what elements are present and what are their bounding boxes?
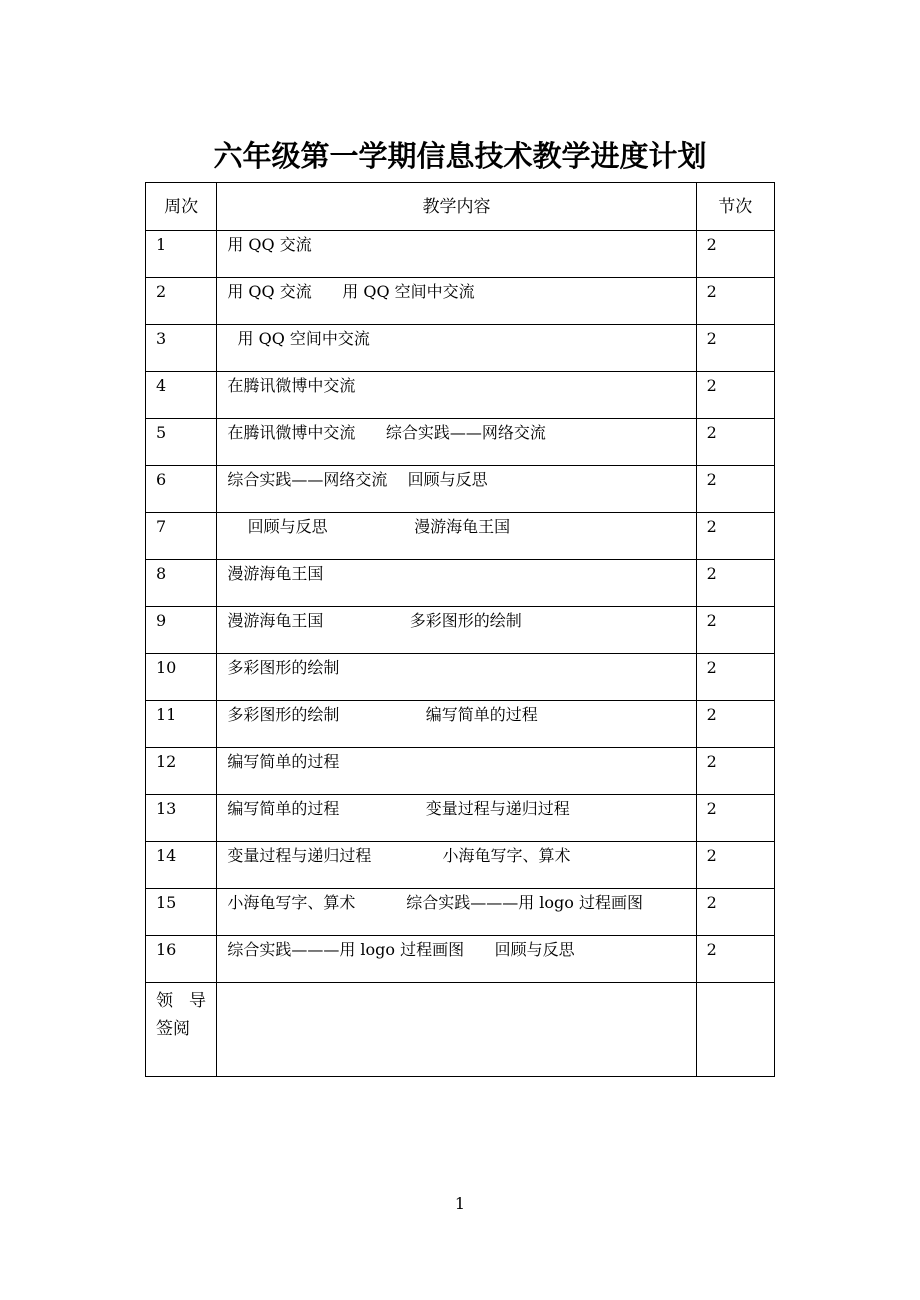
hours-cell (696, 842, 774, 889)
table-row (146, 466, 775, 513)
content-cell (217, 936, 696, 983)
header-content (217, 183, 696, 231)
hours-cell (696, 889, 774, 936)
week-cell (146, 325, 217, 372)
week-cell (146, 795, 217, 842)
hours-cell-text: 2 (706, 517, 717, 536)
content-cell-text: 用 QQ 交流 (227, 235, 312, 254)
hours-cell (696, 701, 774, 748)
hours-cell (696, 419, 774, 466)
hours-cell-text: 2 (706, 611, 717, 630)
table-row (146, 513, 775, 560)
schedule-table (145, 182, 775, 1077)
hours-cell (696, 325, 774, 372)
content-cell (217, 889, 696, 936)
table-row (146, 607, 775, 654)
hours-cell-text: 2 (706, 470, 717, 489)
hours-cell (696, 372, 774, 419)
hours-cell-text: 2 (706, 940, 717, 959)
hours-cell (696, 654, 774, 701)
hours-cell-text: 2 (706, 376, 717, 395)
hours-cell (696, 748, 774, 795)
hours-cell (696, 607, 774, 654)
hours-cell-text: 2 (706, 423, 717, 442)
table-row (146, 889, 775, 936)
week-cell (146, 936, 217, 983)
week-cell (146, 466, 217, 513)
hours-cell-text: 2 (706, 846, 717, 865)
hours-cell (696, 278, 774, 325)
content-cell-text: 在腾讯微博中交流 综合实践——网络交流 (227, 423, 546, 442)
week-cell-text: 14 (156, 846, 177, 865)
hours-cell (696, 231, 774, 278)
content-cell-text: 多彩图形的绘制 编写简单的过程 (227, 705, 538, 724)
content-cell-text: 变量过程与递归过程 小海龟写字、算术 (227, 846, 571, 865)
week-cell-text: 13 (156, 799, 177, 818)
week-cell-text: 15 (156, 893, 177, 912)
table-row (146, 231, 775, 278)
week-cell (146, 419, 217, 466)
week-cell-text: 12 (156, 752, 177, 771)
hours-cell-text: 2 (706, 705, 717, 724)
content-cell (217, 231, 696, 278)
signature-row (146, 983, 775, 1077)
week-cell (146, 513, 217, 560)
content-cell (217, 701, 696, 748)
week-cell-text: 5 (156, 423, 167, 442)
table-row (146, 325, 775, 372)
week-cell-text: 3 (156, 329, 167, 348)
week-cell-text: 1 (156, 235, 167, 254)
content-cell-text: 在腾讯微博中交流 (227, 376, 356, 395)
week-cell-text: 8 (156, 564, 167, 583)
content-cell-text: 回顾与反思 漫游海龟王国 (227, 517, 511, 536)
content-cell (217, 325, 696, 372)
table-row (146, 842, 775, 889)
table-row (146, 748, 775, 795)
signature-label-line2: 签阅 (156, 1019, 190, 1039)
week-cell (146, 607, 217, 654)
week-cell (146, 372, 217, 419)
week-cell-text: 6 (156, 470, 167, 489)
content-cell-text: 多彩图形的绘制 (227, 658, 340, 677)
hours-cell-text: 2 (706, 329, 717, 348)
signature-hours-cell (696, 983, 774, 1077)
table-row (146, 654, 775, 701)
week-cell (146, 278, 217, 325)
header-hours-label: 节次 (718, 196, 753, 217)
signature-content-cell (217, 983, 696, 1077)
header-week-label: 周次 (164, 196, 199, 217)
header-week (146, 183, 217, 231)
signature-label (146, 983, 206, 1043)
table-header-row (146, 183, 775, 231)
week-cell-text: 16 (156, 940, 177, 959)
week-cell (146, 231, 217, 278)
content-cell-text: 综合实践———用 logo 过程画图 回顾与反思 (227, 940, 575, 959)
hours-cell-text: 2 (706, 658, 717, 677)
content-cell (217, 795, 696, 842)
hours-cell (696, 795, 774, 842)
content-cell-text: 用 QQ 空间中交流 (227, 329, 370, 348)
hours-cell-text: 2 (706, 893, 717, 912)
table-row (146, 560, 775, 607)
page-title: 六年级第一学期信息技术教学进度计划 (213, 139, 707, 173)
header-hours (696, 183, 774, 231)
signature-label-line1 (156, 987, 206, 1015)
table-row (146, 372, 775, 419)
week-cell (146, 842, 217, 889)
content-cell (217, 278, 696, 325)
content-cell (217, 842, 696, 889)
week-cell-text: 2 (156, 282, 167, 301)
signature-label-part: 导 (189, 991, 206, 1011)
content-cell (217, 748, 696, 795)
content-cell (217, 419, 696, 466)
hours-cell (696, 466, 774, 513)
week-cell-text: 4 (156, 376, 167, 395)
header-content-label: 教学内容 (422, 196, 491, 217)
week-cell-text: 7 (156, 517, 167, 536)
hours-cell-text: 2 (706, 282, 717, 301)
week-cell (146, 654, 217, 701)
hours-cell (696, 936, 774, 983)
table-row (146, 936, 775, 983)
table-row (146, 419, 775, 466)
week-cell (146, 560, 217, 607)
content-cell-text: 用 QQ 交流 用 QQ 空间中交流 (227, 282, 475, 301)
content-cell (217, 372, 696, 419)
content-cell-text: 综合实践——网络交流 回顾与反思 (227, 470, 488, 489)
week-cell (146, 889, 217, 936)
week-cell (146, 701, 217, 748)
signature-label-part: 领 (156, 991, 173, 1011)
week-cell (146, 748, 217, 795)
content-cell (217, 466, 696, 513)
week-cell-text: 11 (156, 705, 177, 724)
week-cell-text: 9 (156, 611, 167, 630)
page-number: 1 (454, 1194, 466, 1213)
content-cell (217, 607, 696, 654)
hours-cell (696, 560, 774, 607)
content-cell-text: 漫游海龟王国 多彩图形的绘制 (227, 611, 522, 630)
content-cell-text: 漫游海龟王国 (227, 564, 324, 583)
hours-cell (696, 513, 774, 560)
content-cell (217, 654, 696, 701)
hours-cell-text: 2 (706, 235, 717, 254)
table-row (146, 795, 775, 842)
content-cell (217, 513, 696, 560)
content-cell-text: 编写简单的过程 (227, 752, 340, 771)
table-row (146, 278, 775, 325)
hours-cell-text: 2 (706, 799, 717, 818)
week-cell-text: 10 (156, 658, 177, 677)
content-cell (217, 560, 696, 607)
signature-label-cell (146, 983, 217, 1077)
content-cell-text: 编写简单的过程 变量过程与递归过程 (227, 799, 570, 818)
content-cell-text: 小海龟写字、算术 综合实践———用 logo 过程画图 (227, 893, 643, 912)
hours-cell-text: 2 (706, 752, 717, 771)
hours-cell-text: 2 (706, 564, 717, 583)
table-row (146, 701, 775, 748)
